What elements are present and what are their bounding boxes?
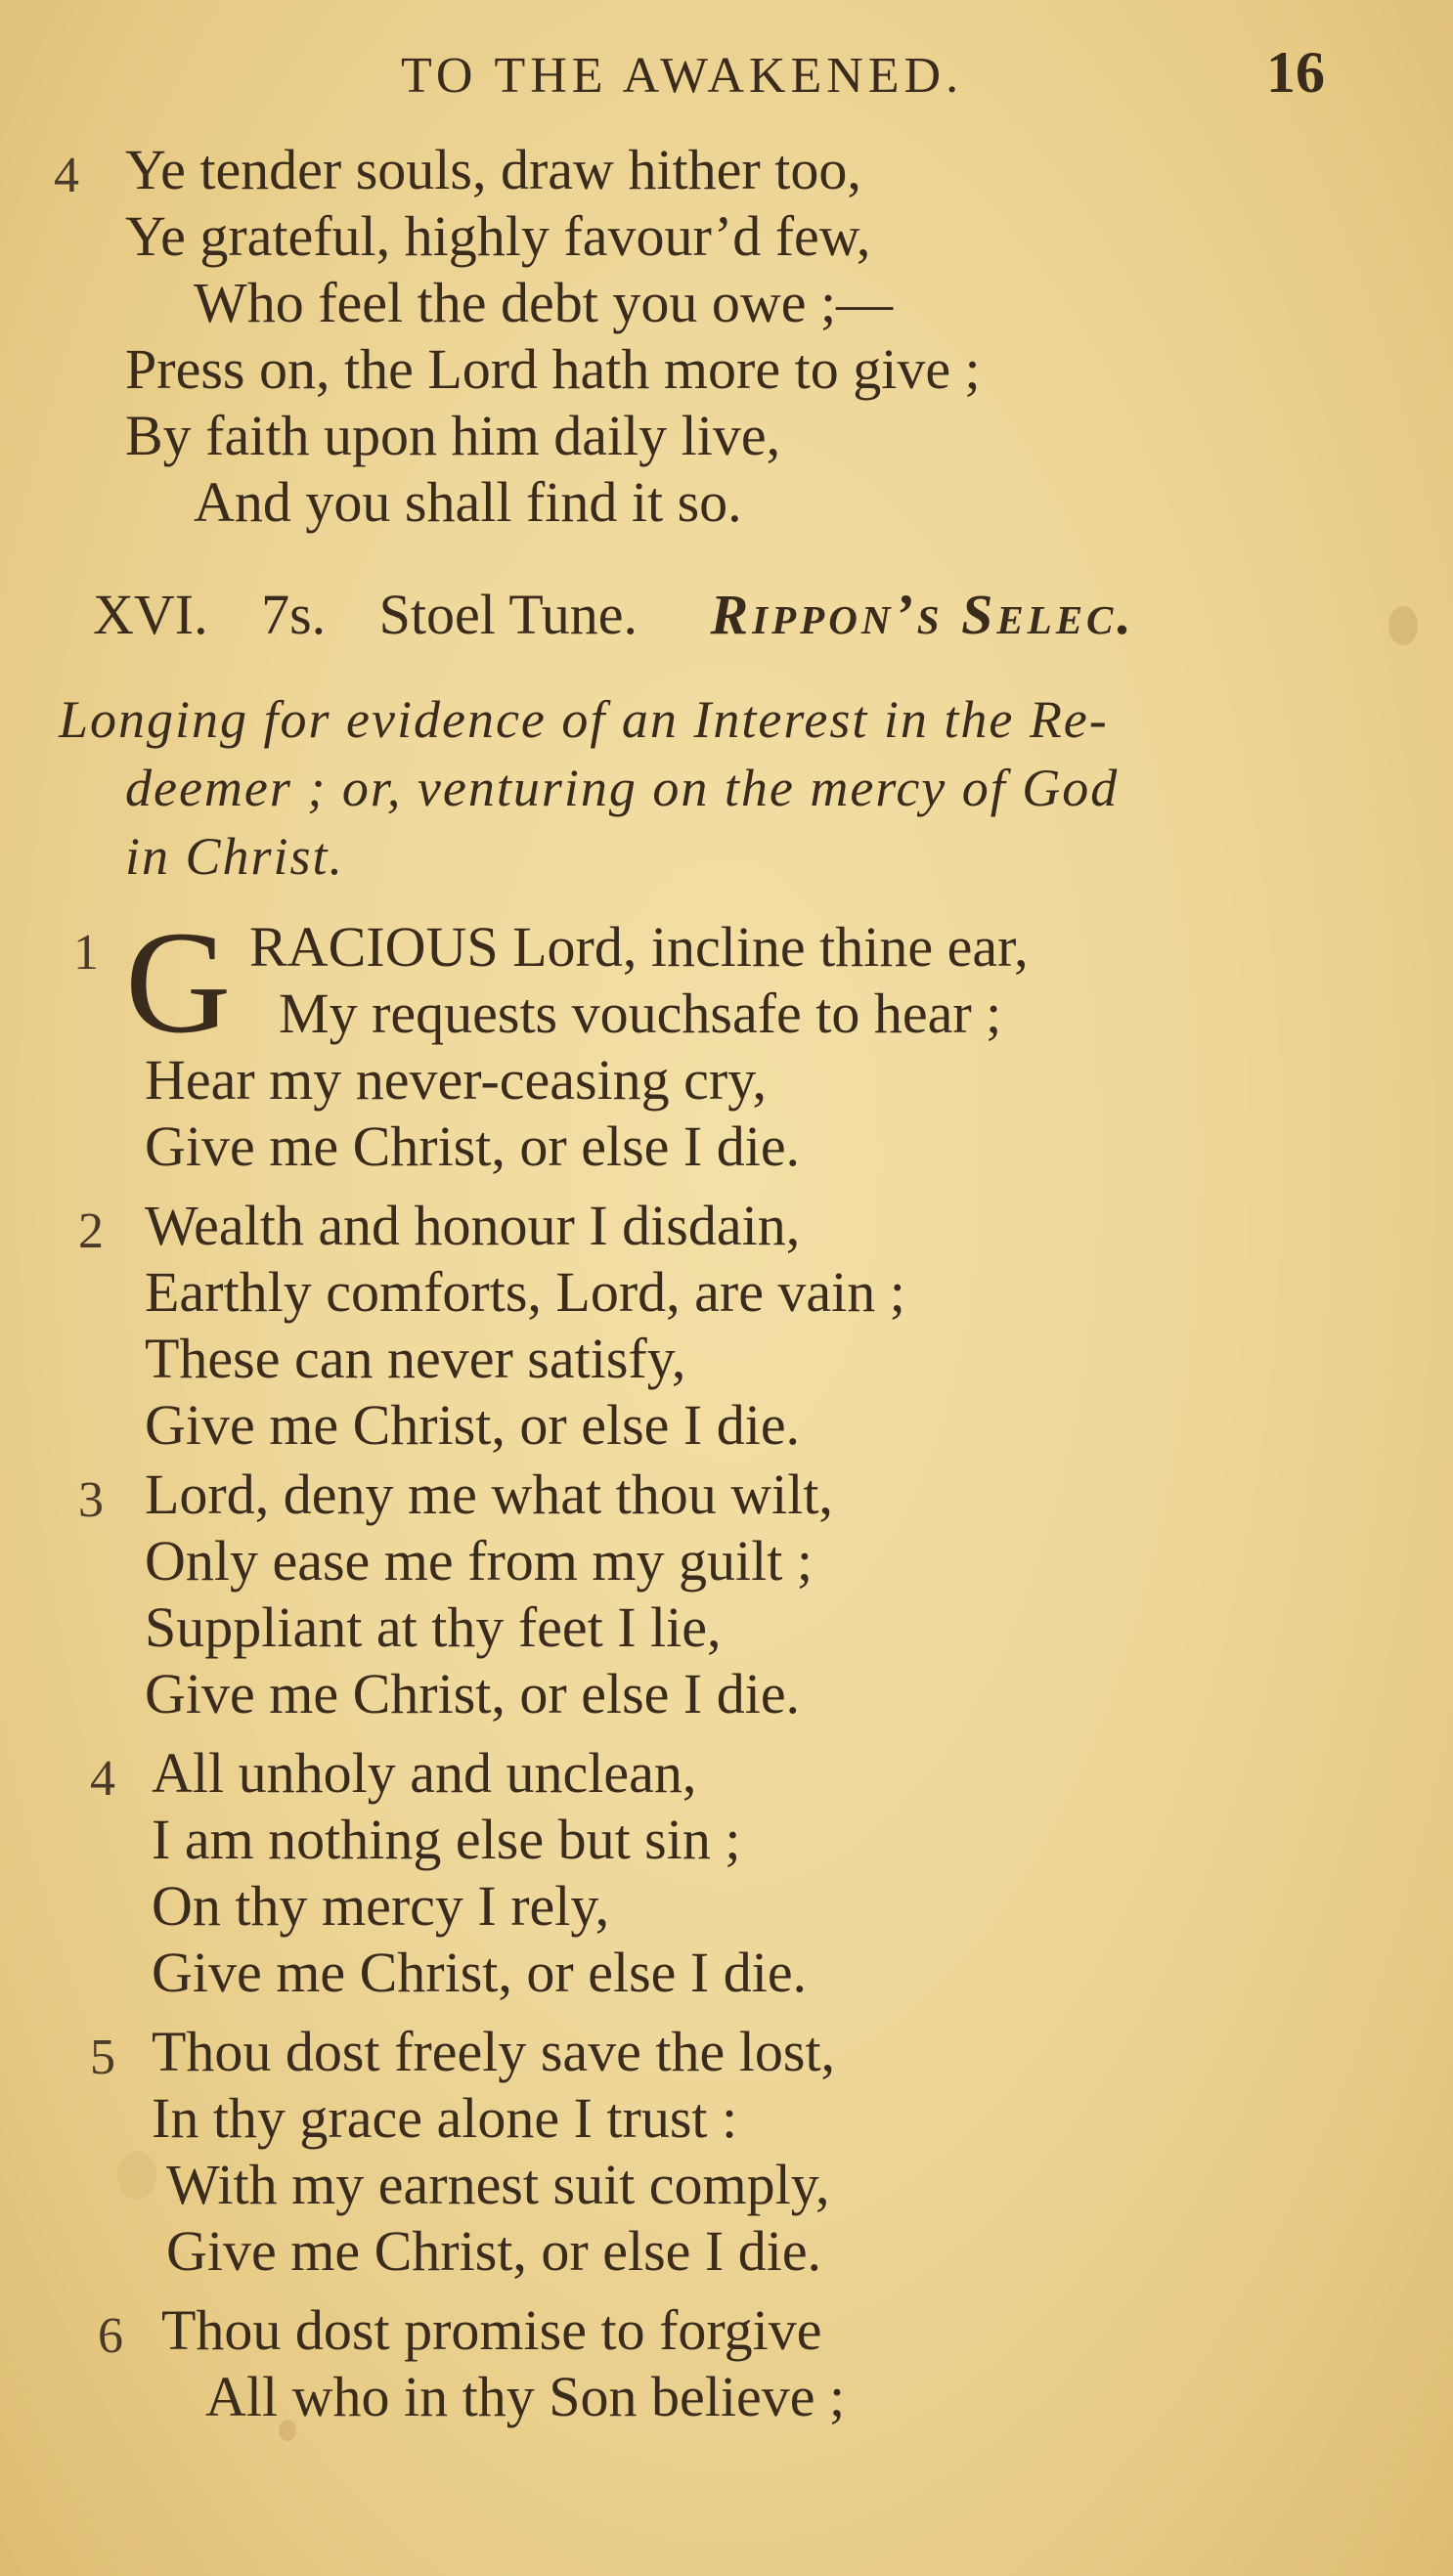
hymn-tune: Stoel Tune. — [378, 583, 638, 646]
paper-stain — [117, 2151, 156, 2200]
verse-line: And you shall find it so. — [194, 470, 742, 534]
running-head: TO THE AWAKENED. — [401, 48, 964, 104]
verse-line: RACIOUS Lord, incline thine ear, — [249, 915, 1029, 979]
verse-line: Give me Christ, or else I die. — [166, 2219, 822, 2283]
verse-line: Thou dost freely save the lost, — [152, 2020, 836, 2083]
verse-line: Thou dost promise to forgive — [161, 2298, 822, 2362]
stanza-number: 6 — [98, 2308, 123, 2364]
verse-line: Wealth and honour I disdain, — [145, 1194, 801, 1257]
hymn-number: XVI. — [93, 583, 208, 646]
verse-line: Ye grateful, highly favour’d few, — [125, 204, 871, 268]
page-number: 16 — [1266, 40, 1325, 105]
stanza-number: 5 — [90, 2030, 115, 2085]
verse-line: In thy grace alone I trust : — [152, 2086, 738, 2150]
verse-line: All unholy and unclean, — [152, 1741, 697, 1805]
verse-line: Earthly comforts, Lord, are vain ; — [145, 1260, 905, 1324]
verse-line: On thy mercy I rely, — [152, 1874, 610, 1938]
hymn-subtitle-line: Longing for evidence of an Interest in the Re- — [59, 690, 1109, 749]
verse-line: Give me Christ, or else I die. — [145, 1662, 801, 1725]
verse-line: My requests vouchsafe to hear ; — [279, 982, 1002, 1045]
verse-line: All who in thy Son believe ; — [205, 2365, 846, 2428]
verse-line: Only ease me from my guilt ; — [145, 1529, 813, 1593]
hymn-subtitle-line: deemer ; or, venturing on the mercy of God — [125, 759, 1120, 817]
verse-line: Give me Christ, or else I die. — [145, 1393, 801, 1457]
paper-stain — [1388, 606, 1418, 645]
stanza-number: 4 — [54, 148, 79, 203]
verse-line: Give me Christ, or else I die. — [152, 1941, 808, 2004]
verse-line: These can never satisfy, — [145, 1327, 686, 1390]
stanza-number: 4 — [90, 1751, 115, 1807]
verse-line: By faith upon him daily live, — [125, 404, 781, 467]
hymn-subtitle-line: in Christ. — [125, 827, 345, 886]
verse-line: Give me Christ, or else I die. — [145, 1114, 801, 1178]
verse-line: Hear my never-ceasing cry, — [145, 1048, 767, 1112]
verse-line: Who feel the debt you owe ;— — [194, 271, 894, 334]
hymn-meter: 7s. — [261, 583, 327, 646]
stanza-number: 2 — [78, 1203, 104, 1259]
verse-line: Suppliant at thy feet I lie, — [145, 1595, 722, 1659]
verse-line: Ye tender souls, draw hither too, — [125, 138, 861, 201]
hymn-source: Rippon’s Selec. — [710, 583, 1135, 646]
verse-line: Lord, deny me what thou wilt, — [145, 1463, 833, 1526]
hymn-heading — [93, 582, 1135, 647]
stanza-number: 3 — [78, 1472, 104, 1528]
verse-line: Press on, the Lord hath more to give ; — [125, 337, 981, 401]
drop-cap: G — [125, 901, 232, 1064]
stanza-number: 1 — [73, 925, 99, 981]
verse-line: I am nothing else but sin ; — [152, 1808, 741, 1871]
verse-line: With my earnest suit comply, — [166, 2153, 830, 2216]
